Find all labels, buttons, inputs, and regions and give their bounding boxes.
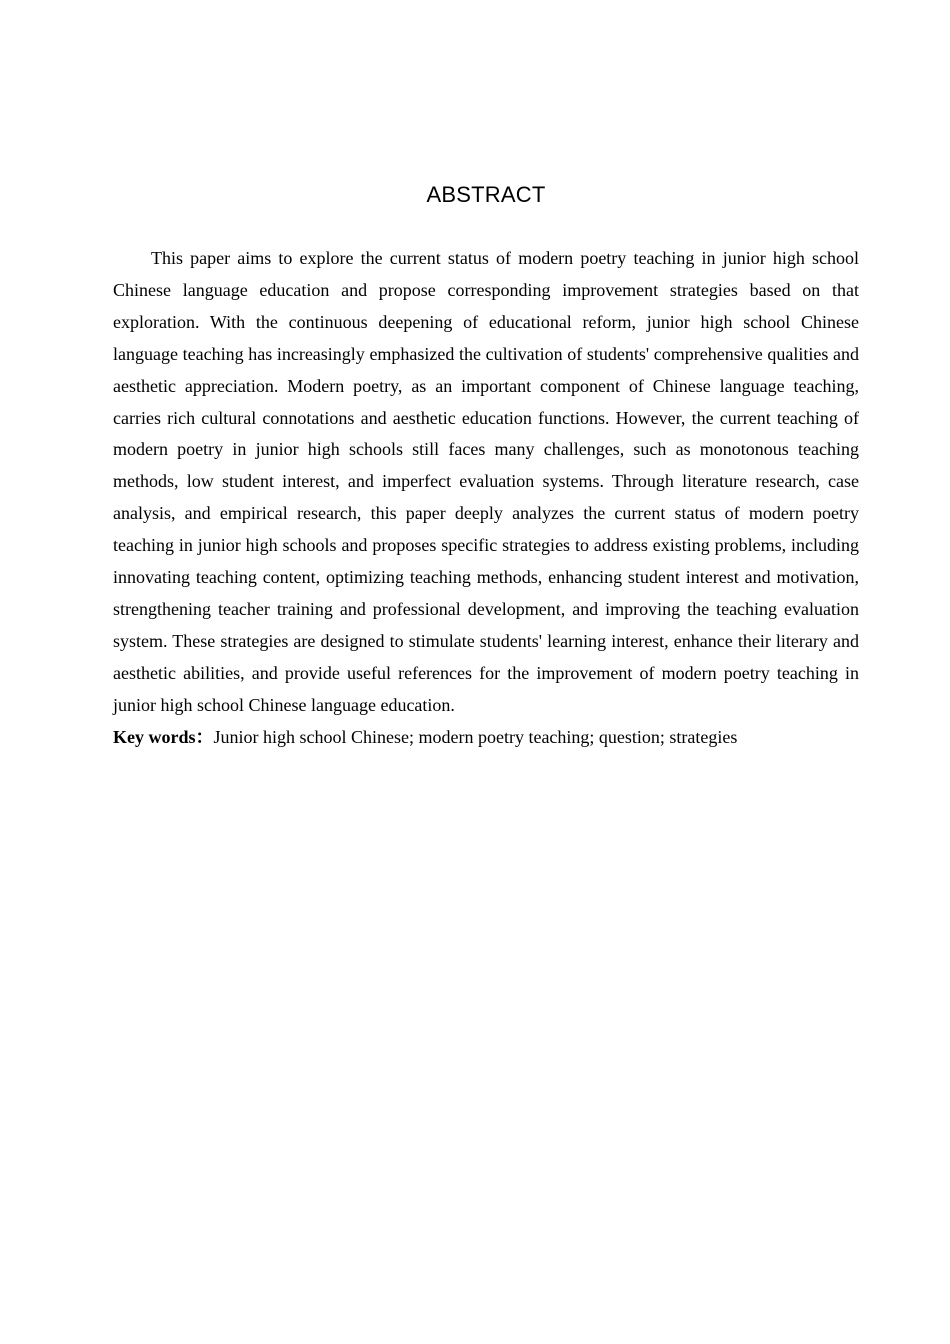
keywords-text: Junior high school Chinese; modern poetry teaching; question; strategies	[213, 726, 738, 747]
keywords-label: Key words：	[113, 726, 214, 747]
abstract-paragraph: This paper aims to explore the current status of modern poetry teaching in junior high school Chinese language education and propose corresponding improvement strategies based on that exploration. With the continuous deepening of educational reform, junior high school Chinese language teaching has increasingly emphasized the cultivation of students' comprehensive qualities and aesthetic appreciation. Modern poetry, as an important component of Chinese language teaching, carries rich cultural connotations and aesthetic education functions. However, the current teaching of modern poetry in junior high schools still faces many challenges, such as monotonous teaching methods, low student interest, and imperfect evaluation systems. Through literature research, case analysis, and empirical research, this paper deeply analyzes the current status of modern poetry teaching in junior high schools and proposes specific strategies to address existing problems, including innovating teaching content, optimizing teaching methods, enhancing student interest and motivation, strengthening teacher training and professional development, and improving the teaching evaluation system. These strategies are designed to stimulate students' learning interest, enhance their literary and aesthetic abilities, and provide useful references for the improvement of modern poetry teaching in junior high school Chinese language education.	[113, 248, 859, 715]
abstract-title: ABSTRACT	[426, 182, 546, 207]
abstract-content	[113, 243, 859, 754]
keywords-line	[113, 722, 859, 754]
